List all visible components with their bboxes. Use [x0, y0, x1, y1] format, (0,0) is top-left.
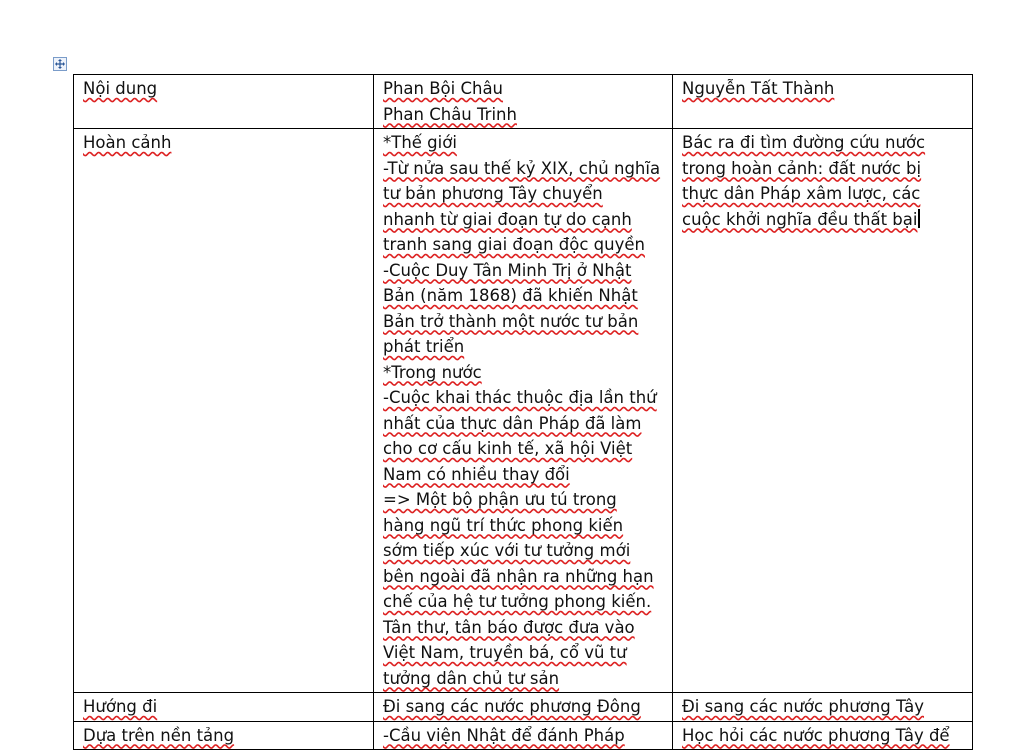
hoan-canh-phan-line-text: bên ngoài đã nhận ra những hạn [383, 566, 654, 586]
hoan-canh-phan-line-text: cho cơ cấu kinh tế, xã hội Việt [383, 439, 633, 458]
text-cursor [918, 209, 920, 228]
hoan-canh-phan-line-text: nhanh từ giai đoạn tự do cạnh [383, 209, 632, 229]
hoan-canh-phan-line [383, 385, 663, 411]
hoan-canh-phan-line [383, 640, 663, 666]
nen-tang-phan-cell[interactable] [374, 721, 673, 750]
hoan-canh-phan-line [383, 411, 663, 437]
row-label-cell[interactable] [74, 693, 374, 722]
header-label-nguyen-tat-thanh: Nguyễn Tất Thành [682, 79, 835, 98]
hoan-canh-nguyen-line-text: cuộc khởi nghĩa đều thất bại [682, 209, 918, 229]
hoan-canh-nguyen-line-text: Bác ra đi tìm đường cứu nước [682, 133, 926, 152]
row-label-huong-di: Hướng đi [83, 697, 158, 716]
hoan-canh-phan-line-text: -Từ nửa sau thế kỷ XIX, chủ nghĩa [383, 158, 661, 178]
huong-di-phan-cell[interactable] [374, 693, 673, 722]
hoan-canh-phan-line-text: Nam có nhiều thay đổi [383, 464, 570, 484]
hoan-canh-phan-line [383, 487, 663, 513]
hoan-canh-phan-line-text: Bản (năm 1868) đã khiến Nhật [383, 286, 638, 305]
table-row-nen-tang [74, 721, 973, 750]
hoan-canh-phan-line-text: chế của hệ tư tưởng phong kiến. [383, 592, 652, 611]
hoan-canh-phan-line [383, 615, 663, 641]
hoan-canh-phan-line-text: tranh sang giai đoạn độc quyền [383, 235, 645, 254]
nen-tang-nguyen-text: Học hỏi các nước phương Tây để [682, 725, 950, 745]
hoan-canh-phan-line [383, 207, 663, 233]
hoan-canh-phan-line-text: *Trong nước [383, 362, 482, 382]
hoan-canh-phan-line [383, 130, 663, 156]
hoan-canh-phan-line [383, 334, 663, 360]
hoan-canh-phan-line [383, 283, 663, 309]
table-header-row [74, 75, 973, 129]
header-cell-nguyen[interactable] [673, 75, 973, 129]
hoan-canh-phan-line-text: -Cuộc Duy Tân Minh Trị ở Nhật [383, 260, 632, 280]
hoan-canh-phan-line-text: phát triển [383, 337, 465, 356]
row-label-hoan-canh: Hoàn cảnh [83, 133, 172, 152]
hoan-canh-phan-line [383, 564, 663, 590]
huong-di-nguyen-text: Đi sang các nước phương Tây [682, 697, 925, 716]
hoan-canh-phan-line [383, 666, 663, 692]
header-cell-phan[interactable] [374, 75, 673, 129]
header-label-noi-dung: Nội dung [83, 79, 158, 98]
hoan-canh-nguyen-line [682, 156, 963, 182]
row-label-cell[interactable] [74, 721, 374, 750]
hoan-canh-phan-line-text: hàng ngũ trí thức phong kiến [383, 515, 624, 535]
hoan-canh-phan-line-text: sớm tiếp xúc với tư tưởng mới [383, 541, 631, 560]
hoan-canh-phan-cell[interactable] [374, 129, 673, 693]
hoan-canh-phan-line-text: Việt Nam, truyền bá, cổ vũ tư [383, 643, 627, 662]
hoan-canh-phan-line-text: -Cuộc khai thác thuộc địa lần thứ [383, 388, 657, 407]
hoan-canh-phan-line [383, 156, 663, 182]
hoan-canh-nguyen-line-text: thực dân Pháp xâm lược, các [682, 184, 921, 203]
hoan-canh-phan-line-text: => Một bộ phận ưu tú trong [383, 490, 617, 509]
header-label-phan-chau-trinh: Phan Châu Trinh [383, 104, 517, 124]
nen-tang-nguyen-cell[interactable] [673, 721, 973, 750]
hoan-canh-nguyen-line [682, 207, 963, 233]
nen-tang-phan-text: -Cầu viện Nhật để đánh Pháp [383, 725, 625, 745]
table-row-huong-di [74, 693, 973, 722]
hoan-canh-phan-line-text: tưởng dân chủ tư sản [383, 668, 560, 688]
hoan-canh-phan-line-text: nhất của thực dân Pháp đã làm [383, 413, 642, 433]
hoan-canh-phan-line [383, 462, 663, 488]
hoan-canh-phan-line [383, 538, 663, 564]
hoan-canh-phan-line [383, 232, 663, 258]
hoan-canh-nguyen-line-text: trong hoàn cảnh: đất nước bị [682, 158, 922, 178]
hoan-canh-phan-line-text: Bản trở thành một nước tư bản [383, 311, 639, 331]
hoan-canh-phan-line-text: Tân thư, tân báo được đưa vào [383, 617, 635, 637]
row-label-nen-tang: Dựa trên nền tảng [83, 725, 235, 745]
table-move-handle-icon[interactable] [53, 57, 67, 71]
hoan-canh-phan-line-text: *Thế giới [383, 133, 457, 152]
row-label-cell[interactable] [74, 129, 374, 693]
table-row-hoan-canh [74, 129, 973, 693]
comparison-table [73, 74, 973, 750]
hoan-canh-phan-line [383, 436, 663, 462]
hoan-canh-phan-line [383, 589, 663, 615]
hoan-canh-phan-line [383, 513, 663, 539]
hoan-canh-nguyen-line [682, 130, 963, 156]
hoan-canh-phan-line [383, 360, 663, 386]
huong-di-phan-text: Đi sang các nước phương Đông [383, 697, 641, 716]
hoan-canh-phan-line [383, 309, 663, 335]
hoan-canh-nguyen-line [682, 181, 963, 207]
hoan-canh-phan-line-text: tư bản phương Tây chuyển [383, 184, 603, 203]
header-cell-content[interactable] [74, 75, 374, 129]
hoan-canh-phan-line [383, 258, 663, 284]
huong-di-nguyen-cell[interactable] [673, 693, 973, 722]
hoan-canh-phan-line [383, 181, 663, 207]
hoan-canh-nguyen-cell[interactable] [673, 129, 973, 693]
header-label-phan-boi-chau: Phan Bội Châu [383, 79, 504, 98]
